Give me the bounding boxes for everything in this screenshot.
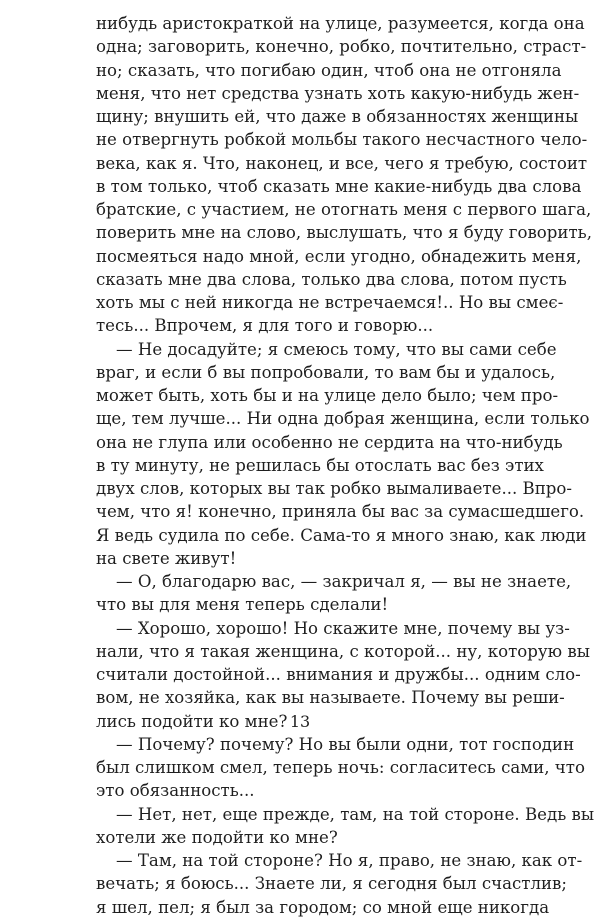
text-line: вом, не хозяйка, как вы называете. Почему вы реши- xyxy=(96,688,565,708)
text-line: поверить мне на слово, выслушать, что я буду говорить, xyxy=(96,223,592,243)
page-number: 13 xyxy=(289,712,311,731)
text-line: но; сказать, что погибаю один, чтоб она не отгоняла xyxy=(96,60,562,80)
text-line: тесь... Впрочем, я для того и говорю... xyxy=(96,316,434,336)
text-line: — Почему? почему? Но вы были одни, тот господин xyxy=(116,734,575,754)
text-line: на свете живут! xyxy=(96,548,237,568)
text-line: нали, что я такая женщина, с которой... ну, которую вы xyxy=(96,641,590,661)
text-line: чем, что я! конечно, приняла бы вас за сумасшедшего. xyxy=(96,502,585,522)
text-line: враг, и если б вы попробовали, то вам бы и удалось, xyxy=(96,362,556,382)
text-line: одна; заговорить, конечно, робко, почтительно, страст- xyxy=(96,37,587,57)
text-line: я шел, пел; я был за городом; со мной еще никогда xyxy=(96,897,550,917)
text-line: хоть мы с ней никогда не встречаемся!.. Но вы смеє- xyxy=(96,293,564,312)
book-page xyxy=(96,12,595,917)
text-line: века, как я. Что, наконец, и все, чего я требую, состоит xyxy=(96,153,588,173)
text-line: может быть, хоть бы и на улице дело было; чем про- xyxy=(96,386,559,405)
text-line: меня, что нет средства узнать хоть какую-нибудь жен- xyxy=(96,83,580,103)
text-line: сказать мне два слова, только два слова, потом пусть xyxy=(96,269,567,289)
text-line: что вы для меня теперь сделали! xyxy=(96,595,389,615)
text-line: был слишком смел, теперь ночь: согласитесь сами, что xyxy=(96,758,585,777)
text-line: — Хорошо, хорошо! Но скажите мне, почему вы уз- xyxy=(116,618,570,638)
text-line: вечать; я боюсь... Знаете ли, я сегодня был счастлив; xyxy=(96,874,567,894)
text-line: в том только, чтоб сказать мне какие-нибудь два слова xyxy=(96,176,582,196)
text-line: — Нет, нет, еще прежде, там, на той стороне. Ведь вы xyxy=(116,804,595,824)
text-line: братские, с участием, не отогнать меня с первого шага, xyxy=(96,200,592,219)
text-line: это обязанность... xyxy=(96,781,255,801)
text-line: щину; внушить ей, что даже в обязанностях женщины xyxy=(96,107,579,126)
text-line: она не глупа или особенно не сердита на что-нибудь xyxy=(96,432,563,452)
text-line: в ту минуту, не решилась бы отослать вас без этих xyxy=(96,455,544,475)
text-line: нибудь аристократкой на улице, разумеется, когда она xyxy=(96,14,585,33)
text-line: посмеяться надо мной, если угодно, обнадежить меня, xyxy=(96,246,582,266)
text-line: не отвергнуть робкой мольбы такого несчастного чело- xyxy=(96,130,588,150)
text-line: — Там, на той стороне? Но я, право, не знаю, как от- xyxy=(116,851,583,870)
text-line: лись подойти ко мне? xyxy=(96,711,288,731)
text-line: считали достойной... внимания и дружбы... одним сло- xyxy=(96,665,581,684)
text-line: хотели же подойти ко мне? xyxy=(96,827,338,847)
text-line: ще, тем лучше... Ни одна добрая женщина, если только xyxy=(96,409,590,429)
text-line: — О, благодарю вас, — закричал я, — вы не знаете, xyxy=(116,572,572,591)
text-line: — Не досадуйте; я смеюсь тому, что вы сами себе xyxy=(116,339,557,359)
text-line: Я ведь судила по себе. Сама-то я много знаю, как люди xyxy=(96,525,587,545)
text-line: двух слов, которых вы так робко вымаливаете... Впро- xyxy=(96,479,573,498)
